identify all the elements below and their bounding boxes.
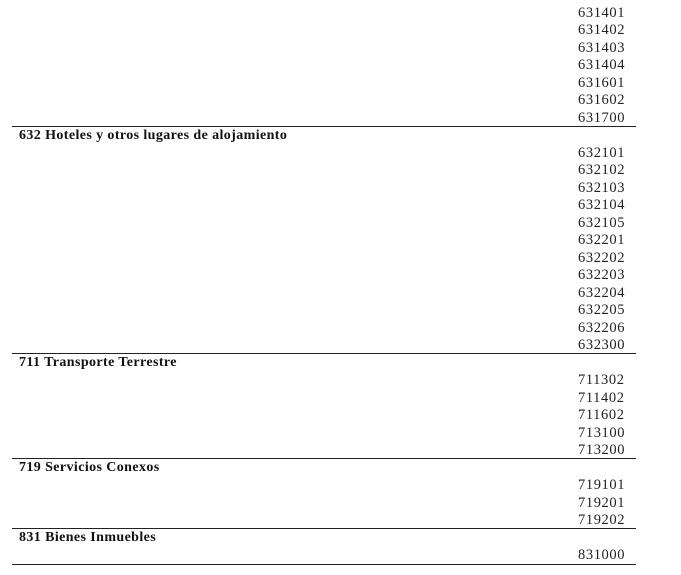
code-cell: 631402	[578, 22, 626, 38]
code-cell: 632201	[578, 232, 626, 248]
code-cell: 719202	[578, 512, 626, 528]
section-title-831: 831 Bienes Inmuebles	[19, 530, 157, 545]
code-cell: 631700	[578, 110, 626, 126]
code-cell: 711302	[578, 372, 625, 388]
code-cell: 632103	[578, 180, 626, 196]
code-cell: 632203	[578, 267, 626, 283]
code-cell: 713200	[578, 442, 626, 458]
code-cell: 711402	[578, 390, 625, 406]
code-cell: 831000	[578, 547, 626, 563]
code-cell: 631601	[578, 75, 626, 91]
code-cell: 632205	[578, 302, 626, 318]
code-cell: 631404	[578, 57, 626, 73]
section-title-711: 711 Transporte Terrestre	[19, 355, 177, 370]
code-cell: 632300	[578, 337, 626, 353]
code-cell: 632102	[578, 162, 626, 178]
code-cell: 719101	[578, 477, 626, 493]
code-cell: 632204	[578, 285, 626, 301]
section-title-719: 719 Servicios Conexos	[19, 460, 160, 475]
code-cell: 713100	[578, 425, 626, 441]
code-cell: 632101	[578, 145, 626, 161]
code-cell: 711602	[578, 407, 625, 423]
code-cell: 632104	[578, 197, 626, 213]
code-cell: 631401	[578, 5, 626, 21]
code-cell: 632206	[578, 320, 626, 336]
section-title-632: 632 Hoteles y otros lugares de alojamiento	[19, 128, 288, 143]
code-cell: 631403	[578, 40, 626, 56]
section-divider	[12, 564, 636, 565]
code-cell: 631602	[578, 92, 626, 108]
code-cell: 632105	[578, 215, 626, 231]
section-divider	[12, 353, 636, 354]
section-divider	[12, 528, 636, 529]
code-cell: 632202	[578, 250, 626, 266]
code-cell: 719201	[578, 495, 626, 511]
section-divider	[12, 126, 636, 127]
section-divider	[12, 458, 636, 459]
